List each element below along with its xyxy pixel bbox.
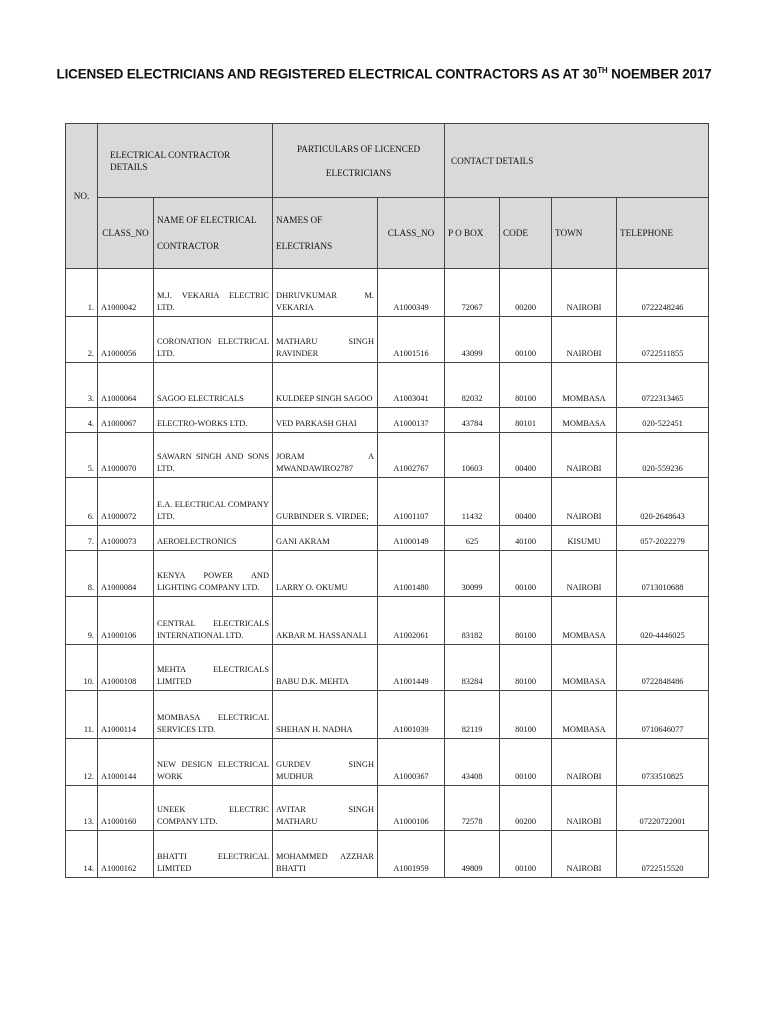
telephone: 0713010688 (617, 551, 709, 597)
class-no: A1000064 (98, 363, 154, 408)
po-box: 43408 (445, 739, 500, 786)
electrician-name: SHEHAN H. NADHA (273, 691, 378, 739)
row-number: 11. (66, 691, 98, 739)
telephone: 0722313465 (617, 363, 709, 408)
town: NAIROBI (552, 786, 617, 831)
telephone: 057-2022279 (617, 526, 709, 551)
po-box: 83284 (445, 645, 500, 691)
row-number: 12. (66, 739, 98, 786)
telephone: 0733510825 (617, 739, 709, 786)
row-number: 4. (66, 408, 98, 433)
town: NAIROBI (552, 317, 617, 363)
town: NAIROBI (552, 269, 617, 317)
row-number: 8. (66, 551, 98, 597)
contractor-name: UNEEK ELECTRIC COMPANY LTD. (154, 786, 273, 831)
telephone: 020-2648643 (617, 478, 709, 526)
row-number: 14. (66, 831, 98, 878)
electrician-name: GANI AKRAM (273, 526, 378, 551)
contractor-name: AEROELECTRONICS (154, 526, 273, 551)
table-row (66, 526, 709, 551)
class-no: A1000108 (98, 645, 154, 691)
code: 00400 (500, 433, 552, 478)
po-box: 625 (445, 526, 500, 551)
po-box: 43784 (445, 408, 500, 433)
po-box: 82032 (445, 363, 500, 408)
town: NAIROBI (552, 478, 617, 526)
row-number: 10. (66, 645, 98, 691)
contractor-name: MEHTA ELECTRICALS LIMITED (154, 645, 273, 691)
electrician-name: AVITAR SINGH MATHARU (273, 786, 378, 831)
table-row (66, 831, 709, 878)
row-number: 3. (66, 363, 98, 408)
po-box: 72578 (445, 786, 500, 831)
row-number: 7. (66, 526, 98, 551)
header-contact-details: CONTACT DETAILS (445, 124, 709, 198)
row-number: 6. (66, 478, 98, 526)
telephone: 0722848486 (617, 645, 709, 691)
electrician-class-no: A1000149 (378, 526, 445, 551)
electrician-class-no: A1001039 (378, 691, 445, 739)
header-town: TOWN (552, 198, 617, 269)
title-main: LICENSED ELECTRICIANS AND REGISTERED ELECTRICAL CONTRACTORS AS AT 30 (56, 66, 598, 82)
contractors-table (65, 123, 709, 878)
class-no: A1000056 (98, 317, 154, 363)
header-contractor-name: NAME OF ELECTRICAL CONTRACTOR (154, 198, 273, 269)
class-no: A1000072 (98, 478, 154, 526)
header-contractor-details: ELECTRICAL CONTRACTOR DETAILS (98, 124, 273, 198)
contractor-name: SAGOO ELECTRICALS (154, 363, 273, 408)
class-no: A1000162 (98, 831, 154, 878)
electrician-name: KULDEEP SINGH SAGOO (273, 363, 378, 408)
table-row (66, 645, 709, 691)
contractor-name: SAWARN SINGH AND SONS LTD. (154, 433, 273, 478)
electrician-name: DHRUVKUMAR M. VEKARIA (273, 269, 378, 317)
town: NAIROBI (552, 551, 617, 597)
table-row (66, 691, 709, 739)
town: MOMBASA (552, 363, 617, 408)
electrician-class-no: A1002061 (378, 597, 445, 645)
contractor-name: M.J. VEKARIA ELECTRIC LTD. (154, 269, 273, 317)
header-pobox: P O BOX (445, 198, 500, 269)
table-row (66, 739, 709, 786)
town: MOMBASA (552, 597, 617, 645)
table-row (66, 269, 709, 317)
code: 00100 (500, 739, 552, 786)
electrician-class-no: A1000349 (378, 269, 445, 317)
telephone: 020-559236 (617, 433, 709, 478)
telephone: 07220722001 (617, 786, 709, 831)
telephone: 0710646077 (617, 691, 709, 739)
code: 80100 (500, 363, 552, 408)
town: NAIROBI (552, 831, 617, 878)
contractor-name: CENTRAL ELECTRICALS INTERNATIONAL LTD. (154, 597, 273, 645)
row-number: 13. (66, 786, 98, 831)
electrician-class-no: A1000137 (378, 408, 445, 433)
header-no: NO. (66, 124, 98, 269)
town: NAIROBI (552, 433, 617, 478)
table-row (66, 478, 709, 526)
electrician-name: AKBAR M. HASSANALI (273, 597, 378, 645)
electrician-class-no: A1001449 (378, 645, 445, 691)
contractor-name: CORONATION ELECTRICAL LTD. (154, 317, 273, 363)
contractor-name: E.A. ELECTRICAL COMPANY LTD. (154, 478, 273, 526)
class-no: A1000070 (98, 433, 154, 478)
contractor-name: KENYA POWER AND LIGHTING COMPANY LTD. (154, 551, 273, 597)
electrician-class-no: A1001480 (378, 551, 445, 597)
electrician-class-no: A1003041 (378, 363, 445, 408)
code: 80100 (500, 597, 552, 645)
class-no: A1000144 (98, 739, 154, 786)
header-class-no: CLASS_NO (98, 198, 154, 269)
page-title (0, 66, 768, 82)
town: MOMBASA (552, 691, 617, 739)
code: 80100 (500, 645, 552, 691)
header-code: CODE (500, 198, 552, 269)
code: 40100 (500, 526, 552, 551)
class-no: A1000084 (98, 551, 154, 597)
header-telephone: TELEPHONE (617, 198, 709, 269)
contractor-name: BHATTI ELECTRICAL LIMITED (154, 831, 273, 878)
contractor-name: MOMBASA ELECTRICAL SERVICES LTD. (154, 691, 273, 739)
telephone: 0722248246 (617, 269, 709, 317)
electrician-name: GURBINDER S. VIRDEE; (273, 478, 378, 526)
electrician-name: MOHAMMED AZZHAR BHATTI (273, 831, 378, 878)
po-box: 30099 (445, 551, 500, 597)
contractor-name: NEW DESIGN ELECTRICAL WORK (154, 739, 273, 786)
po-box: 10603 (445, 433, 500, 478)
town: NAIROBI (552, 739, 617, 786)
electrician-name: JORAM A MWANDAWIRO2787 (273, 433, 378, 478)
row-number: 5. (66, 433, 98, 478)
class-no: A1000114 (98, 691, 154, 739)
electrician-class-no: A1001107 (378, 478, 445, 526)
town: MOMBASA (552, 408, 617, 433)
po-box: 82119 (445, 691, 500, 739)
class-no: A1000160 (98, 786, 154, 831)
row-number: 1. (66, 269, 98, 317)
table-row (66, 551, 709, 597)
code: 80101 (500, 408, 552, 433)
electrician-class-no: A1001516 (378, 317, 445, 363)
code: 00100 (500, 317, 552, 363)
telephone: 020-4446025 (617, 597, 709, 645)
code: 00200 (500, 269, 552, 317)
table-body (66, 269, 709, 878)
electrician-name: VED PARKASH GHAI (273, 408, 378, 433)
table-row (66, 363, 709, 408)
town: KISUMU (552, 526, 617, 551)
class-no: A1000073 (98, 526, 154, 551)
electrician-name: LARRY O. OKUMU (273, 551, 378, 597)
table-row (66, 597, 709, 645)
electrician-name: GURDEV SINGH MUDHUR (273, 739, 378, 786)
code: 00400 (500, 478, 552, 526)
row-number: 2. (66, 317, 98, 363)
po-box: 72067 (445, 269, 500, 317)
po-box: 43099 (445, 317, 500, 363)
telephone: 0722511855 (617, 317, 709, 363)
electrician-class-no: A1002767 (378, 433, 445, 478)
class-no: A1000106 (98, 597, 154, 645)
contractor-name: ELECTRO-WORKS LTD. (154, 408, 273, 433)
header-electrician-names: NAMES OF ELECTRIANS (273, 198, 378, 269)
po-box: 83182 (445, 597, 500, 645)
class-no: A1000067 (98, 408, 154, 433)
electrician-name: BABU D.K. MEHTA (273, 645, 378, 691)
town: MOMBASA (552, 645, 617, 691)
telephone: 020-522451 (617, 408, 709, 433)
electrician-class-no: A1000106 (378, 786, 445, 831)
class-no: A1000042 (98, 269, 154, 317)
code: 00100 (500, 831, 552, 878)
title-tail: NOEMBER 2017 (607, 66, 712, 82)
electrician-class-no: A1000367 (378, 739, 445, 786)
header-class-no-2: CLASS_NO (378, 198, 445, 269)
title-superscript: TH (597, 66, 608, 75)
electrician-class-no: A1001959 (378, 831, 445, 878)
row-number: 9. (66, 597, 98, 645)
table-row (66, 433, 709, 478)
po-box: 49809 (445, 831, 500, 878)
table-row (66, 786, 709, 831)
code: 80100 (500, 691, 552, 739)
table-row (66, 317, 709, 363)
code: 00100 (500, 551, 552, 597)
header-electricians: PARTICULARS OF LICENCED ELECTRICIANS (273, 124, 445, 198)
code: 00200 (500, 786, 552, 831)
po-box: 11432 (445, 478, 500, 526)
electrician-name: MATHARU SINGH RAVINDER (273, 317, 378, 363)
telephone: 0722515520 (617, 831, 709, 878)
table-row (66, 408, 709, 433)
